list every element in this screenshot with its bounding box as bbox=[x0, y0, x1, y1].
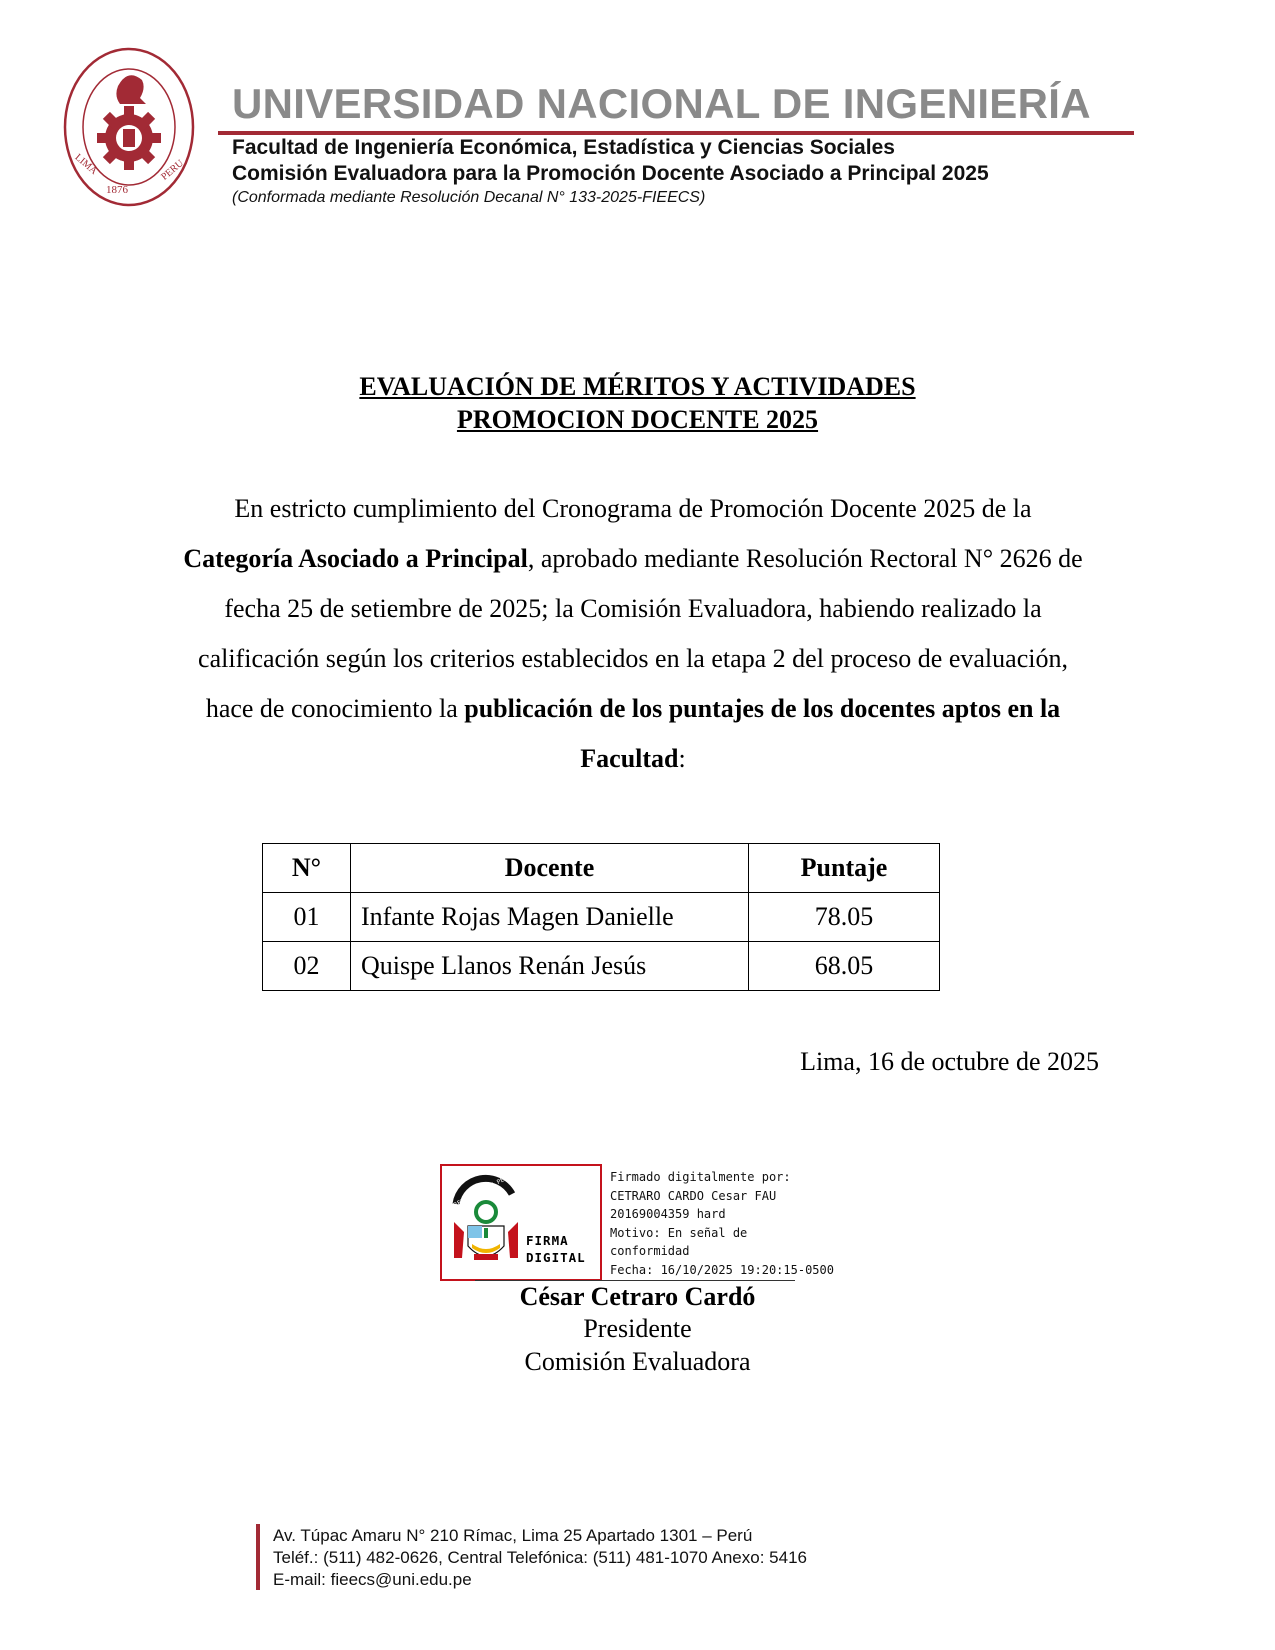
signer-role: Presidente bbox=[583, 1314, 692, 1343]
sig-line-5: conformidad bbox=[610, 1244, 690, 1259]
row-docente: Quispe Llanos Renán Jesús bbox=[351, 942, 749, 991]
body-paragraph bbox=[178, 484, 1088, 784]
svg-text:1876: 1876 bbox=[106, 184, 128, 196]
signature-details bbox=[610, 1168, 834, 1280]
body-text-2: , aprobado mediante Resolución Rectoral N° 2626 de fecha 25 de setiembre de 2025; la Comisión Evaluadora, habiendo realizado la calificación según los criterios establecidos en la etapa 2 del proceso de evaluación, hace de conocimiento la bbox=[198, 544, 1083, 723]
signer-name: César Cetraro Cardó bbox=[519, 1282, 756, 1311]
stamp-line-2: DIGITAL bbox=[526, 1250, 586, 1265]
sig-line-3: 20169004359 hard bbox=[610, 1207, 726, 1222]
title-line-1: EVALUACIÓN DE MÉRITOS Y ACTIVIDADES bbox=[359, 372, 916, 401]
footer-address: Av. Túpac Amaru N° 210 Rímac, Lima 25 Apartado 1301 – Perú bbox=[273, 1526, 753, 1545]
commission-name: Comisión Evaluadora para la Promoción Docente Asociado a Principal 2025 bbox=[232, 162, 989, 185]
svg-text:LIMA: LIMA bbox=[72, 152, 100, 177]
row-puntaje: 68.05 bbox=[749, 942, 940, 991]
col-header-number: N° bbox=[263, 844, 351, 893]
col-header-docente: Docente bbox=[351, 844, 749, 893]
resolution-note: (Conformada mediante Resolución Decanal N° 133-2025-FIEECS) bbox=[232, 189, 706, 206]
university-seal-logo bbox=[62, 46, 196, 208]
emblem-text: REPÚBLICA DEL PERÚ bbox=[452, 1172, 514, 1210]
col-header-puntaje: Puntaje bbox=[749, 844, 940, 893]
table-row bbox=[263, 893, 940, 942]
digital-signature-stamp bbox=[440, 1164, 834, 1280]
firma-digital-label bbox=[526, 1232, 586, 1266]
row-number: 01 bbox=[263, 893, 351, 942]
document-title bbox=[0, 370, 1275, 436]
stamp-line-1: FIRMA bbox=[526, 1233, 569, 1248]
row-number: 02 bbox=[263, 942, 351, 991]
body-text-3: : bbox=[678, 744, 686, 773]
svg-text:PERU: PERU bbox=[159, 157, 186, 183]
body-text-1: En estricto cumplimiento del Cronograma de Promoción Docente 2025 de la bbox=[234, 494, 1032, 523]
body-bold-category: Categoría Asociado a Principal bbox=[183, 544, 528, 573]
footer-phone: Teléf.: (511) 482-0626, Central Telefónica: (511) 481-1070 Anexo: 5416 bbox=[273, 1548, 807, 1567]
footer-email: E-mail: fieecs@uni.edu.pe bbox=[273, 1570, 472, 1589]
body-bold-publication: publicación de los puntajes de los docentes aptos en la Facultad bbox=[464, 694, 1061, 773]
table-row bbox=[263, 942, 940, 991]
footer-divider bbox=[256, 1524, 260, 1590]
place-and-date: Lima, 16 de octubre de 2025 bbox=[800, 1047, 1099, 1076]
signer-organization: Comisión Evaluadora bbox=[524, 1347, 751, 1376]
sig-line-4: Motivo: En señal de bbox=[610, 1225, 748, 1240]
signature-line bbox=[475, 1280, 795, 1281]
faculty-name: Facultad de Ingeniería Económica, Estadística y Ciencias Sociales bbox=[232, 136, 895, 159]
scores-table bbox=[262, 843, 940, 991]
peru-coat-of-arms-icon bbox=[446, 1170, 526, 1276]
row-puntaje: 78.05 bbox=[749, 893, 940, 942]
row-docente: Infante Rojas Magen Danielle bbox=[351, 893, 749, 942]
table-header-row bbox=[263, 844, 940, 893]
university-title: UNIVERSIDAD NACIONAL DE INGENIERÍA bbox=[232, 80, 1091, 127]
sig-line-1: Firmado digitalmente por: bbox=[610, 1170, 791, 1184]
header-divider bbox=[218, 131, 1134, 135]
title-line-2: PROMOCION DOCENTE 2025 bbox=[456, 405, 819, 434]
signature-frame bbox=[440, 1164, 602, 1281]
sig-line-6: Fecha: 16/10/2025 19:20:15-0500 bbox=[610, 1262, 834, 1277]
sig-line-2: CETRARO CARDO Cesar FAU bbox=[610, 1188, 777, 1203]
